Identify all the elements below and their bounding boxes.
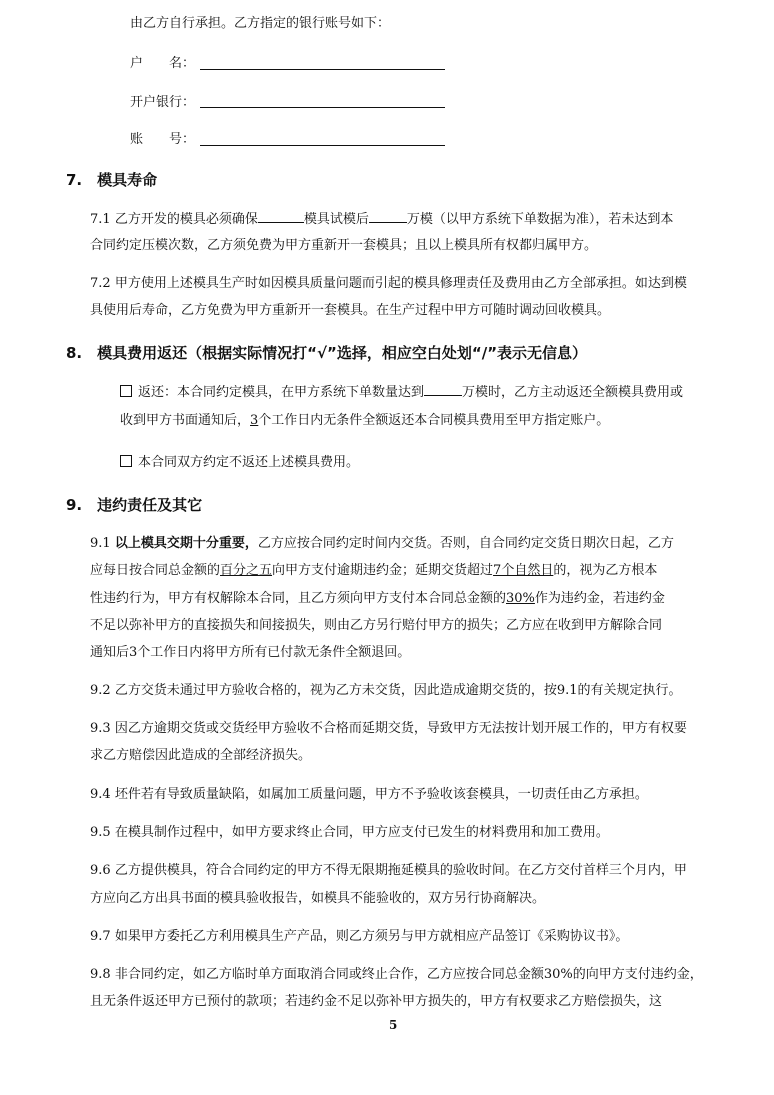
clause-text: 向甲方支付逾期违约金；延期交货超过 — [272, 563, 494, 578]
clause-9-1-line-2 — [90, 562, 657, 580]
bank-label: 开户银行： — [130, 95, 196, 110]
clause-number: 7.1 — [90, 212, 111, 227]
delay-days: 7个自然日 — [493, 563, 554, 578]
clause-text: 非合同约定，如乙方临时单方面取消合同或终止合作，乙方应按合同总金额30%的向甲方支付违约金， — [114, 967, 703, 982]
penalty-percent: 30% — [506, 591, 535, 606]
clause-9-7 — [90, 928, 628, 946]
clause-9-1-line-3 — [90, 590, 665, 608]
clause-9-3-line-1 — [90, 720, 687, 738]
clause-emphasis: 以上模具交期十分重要， — [114, 536, 258, 551]
clause-number: 7.2 — [90, 276, 111, 291]
clause-9-2 — [90, 682, 682, 700]
clause-text: 模具试模后 — [303, 212, 369, 227]
section-9-heading: 9. 违约责任及其它 — [66, 496, 203, 514]
clause-7-2-line-2: 具使用后寿命，乙方免费为甲方重新开一套模具。在生产过程中甲方可随时调动回收模具。 — [90, 303, 611, 318]
option-text: 本合同双方约定不返还上述模具费用。 — [138, 455, 360, 470]
option-text: 返还：本合同约定模具，在甲方系统下单数量达到 — [138, 385, 425, 400]
clause-9-8-line-1 — [90, 966, 703, 984]
clause-text: 在模具制作过程中，如甲方要求终止合同，甲方应支付已发生的材料费用和加工费用。 — [114, 825, 609, 840]
section-7-heading: 7. 模具寿命 — [66, 171, 158, 189]
clause-9-1-line-1 — [90, 535, 674, 553]
section-8-heading: 8. 模具费用返还（根据实际情况打“√”选择，相应空白处划“/”表示无信息） — [66, 344, 588, 362]
clause-text: 因乙方逾期交货或交货经甲方验收不合格而延期交货，导致甲方无法按计划开展工作的，甲方有权要 — [114, 721, 687, 736]
refund-checkbox[interactable] — [120, 385, 132, 397]
clause-text: 甲方使用上述模具生产时如因模具质量问题而引起的模具修理责任及费用由乙方全部承担。如达到模 — [114, 276, 687, 291]
account-number-label: 账 号： — [130, 132, 196, 147]
clause-text: 的，视为乙方根本 — [553, 563, 658, 578]
clause-number: 9.2 — [90, 683, 111, 698]
clause-text: 坯件若有导致质量缺陷，如属加工质量问题，甲方不予验收该套模具，一切责任由乙方承担。 — [114, 787, 648, 802]
clause-number: 9.3 — [90, 721, 111, 736]
clause-9-4 — [90, 786, 648, 804]
no-refund-checkbox[interactable] — [120, 455, 132, 467]
option-no-refund — [120, 454, 359, 472]
clause-text: 万模（以甲方系统下单数据为准），若未达到本 — [406, 212, 674, 227]
clause-7-2-line-1 — [90, 275, 687, 293]
clause-9-1-line-5: 通知后3个工作日内将甲方所有已付款无条件全额退回。 — [90, 645, 411, 660]
clause-text: 乙方应按合同约定时间内交货。否则，自合同约定交货日期次日起，乙方 — [257, 536, 674, 551]
clause-number: 9.8 — [90, 967, 111, 982]
clause-text: 性违约行为，甲方有权解除本合同，且乙方须向甲方支付本合同总金额的 — [90, 591, 507, 606]
mold-count-blank[interactable] — [369, 210, 407, 223]
account-number-blank[interactable] — [200, 145, 445, 146]
mold-test-blank[interactable] — [258, 210, 304, 223]
clause-7-1-line-2: 合同约定压模次数，乙方须免费为甲方重新开一套模具；且以上模具所有权都归属甲方。 — [90, 238, 598, 253]
clause-number: 9.5 — [90, 825, 111, 840]
clause-9-6-line-2: 方应向乙方出具书面的模具验收报告，如模具不能验收的，双方另行协商解决。 — [90, 891, 546, 906]
penalty-rate: 百分之五 — [220, 563, 273, 578]
clause-9-6-line-1 — [90, 862, 687, 880]
option-text: 万模时，乙方主动返还全额模具费用或 — [462, 385, 684, 400]
account-name-label: 户 名： — [130, 56, 196, 71]
clause-text: 乙方提供模具，符合合同约定的甲方不得无限期拖延模具的验收时间。在乙方交付首样三个月内，甲 — [114, 863, 687, 878]
clause-number: 9.4 — [90, 787, 111, 802]
refund-days: 3 — [250, 413, 259, 428]
option-refund-line-2 — [120, 412, 609, 430]
clause-text: 如果甲方委托乙方利用模具生产产品，则乙方须另与甲方就相应产品签订《采购协议书》。 — [114, 929, 629, 944]
account-name-blank[interactable] — [200, 69, 445, 70]
page-number: 5 — [389, 1018, 398, 1032]
clause-7-1-line-1 — [90, 210, 673, 229]
refund-quantity-blank[interactable] — [424, 383, 462, 396]
clause-number: 9.6 — [90, 863, 111, 878]
option-text: 收到甲方书面通知后， — [120, 413, 251, 428]
clause-text: 乙方交货未通过甲方验收合格的，视为乙方未交货，因此造成逾期交货的，按9.1的有关规定执行。 — [114, 683, 682, 698]
clause-text: 乙方开发的模具必须确保 — [114, 212, 258, 227]
clause-text: 作为违约金，若违约金 — [534, 591, 665, 606]
option-refund-line-1 — [120, 383, 683, 402]
clause-9-3-line-2: 求乙方赔偿因此造成的全部经济损失。 — [90, 748, 312, 763]
bank-blank[interactable] — [200, 107, 445, 108]
clause-number: 9.1 — [90, 536, 111, 551]
option-text: 个工作日内无条件全额返还本合同模具费用至甲方指定账户。 — [258, 413, 610, 428]
intro-line: 由乙方自行承担。乙方指定的银行账号如下： — [130, 16, 391, 31]
clause-number: 9.7 — [90, 929, 111, 944]
clause-text: 应每日按合同总金额的 — [90, 563, 221, 578]
clause-9-5 — [90, 824, 609, 842]
clause-9-1-line-4: 不足以弥补甲方的直接损失和间接损失，则由乙方另行赔付甲方的损失；乙方应在收到甲方解除合同 — [90, 618, 663, 633]
clause-9-8-line-2: 且无条件返还甲方已预付的款项；若违约金不足以弥补甲方损失的，甲方有权要求乙方赔偿损失，这 — [90, 994, 663, 1009]
